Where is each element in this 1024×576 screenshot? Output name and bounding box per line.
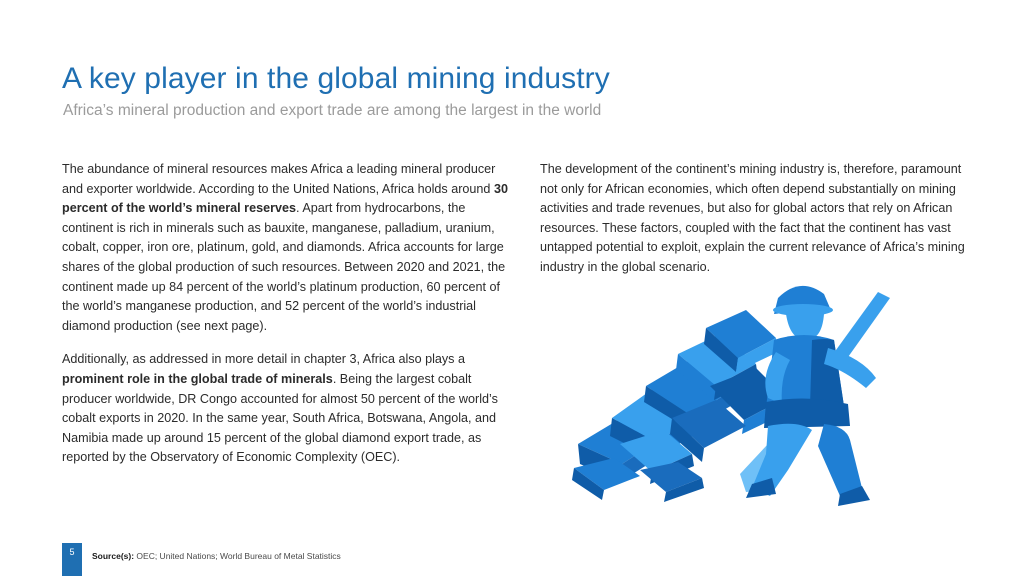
right-text-column [540, 160, 980, 278]
page-title: A key player in the global mining industry [62, 62, 610, 95]
paragraph-3: The development of the continent’s mining industry is, therefore, paramount not only for African economies, which often depend substantially on mining activities and trade revenues, but also for global actors that rely on African resources. These factors, coupled with the fact that the continent has vast untapped potential to exploit, explain the current relevance of Africa’s mining industry in the global scenario. [540, 162, 965, 274]
paragraph-1-highlight: 30 percent of the world’s mineral reserves [62, 181, 508, 216]
left-text-column [62, 160, 510, 468]
paragraph-2-highlight: prominent role in the global trade of minerals [62, 371, 333, 386]
paragraph-2-text-a: Additionally, as addressed in more detail in chapter 3, Africa also plays a [62, 352, 465, 367]
page-number-badge: 5 [62, 543, 82, 576]
paragraph-2 [62, 350, 510, 468]
source-text: OEC; United Nations; World Bureau of Metal Statistics [134, 551, 341, 561]
source-label: Source(s): [92, 551, 135, 561]
paragraph-1-text-a: The abundance of mineral resources makes Africa a leading mineral producer and exporter worldwide. According to the United Nations, Africa holds around [62, 162, 496, 196]
paragraph-1-text-b: . Apart from hydrocarbons, the continent is rich in minerals such as bauxite, manganese, palladium, uranium, cobalt, copper, iron ore, platinum, gold, and diamonds. Africa accounts for large shares of the global production of such resources. Between 2020 and 2021, the continent made up 84 percent of the world’s platinum production, 60 percent of the world’s manganese production, and 52 percent of the world’s industrial diamond production (see next page). [62, 201, 506, 333]
paragraph-1 [62, 160, 510, 336]
paragraph-2-text-b: . Being the largest cobalt producer worldwide, DR Congo accounted for almost 50 percent of the world’s cobalt exports in 2020. In the same year, South Africa, Botswana, Angola, and Namibia made up around 15 percent of the global diamond export trade, as reported by the Observatory of Economic Complexity (OEC). [62, 371, 498, 465]
source-note [92, 551, 341, 561]
page-subtitle: Africa’s mineral production and export trade are among the largest in the world [63, 102, 602, 119]
miner-illustration [560, 268, 960, 508]
